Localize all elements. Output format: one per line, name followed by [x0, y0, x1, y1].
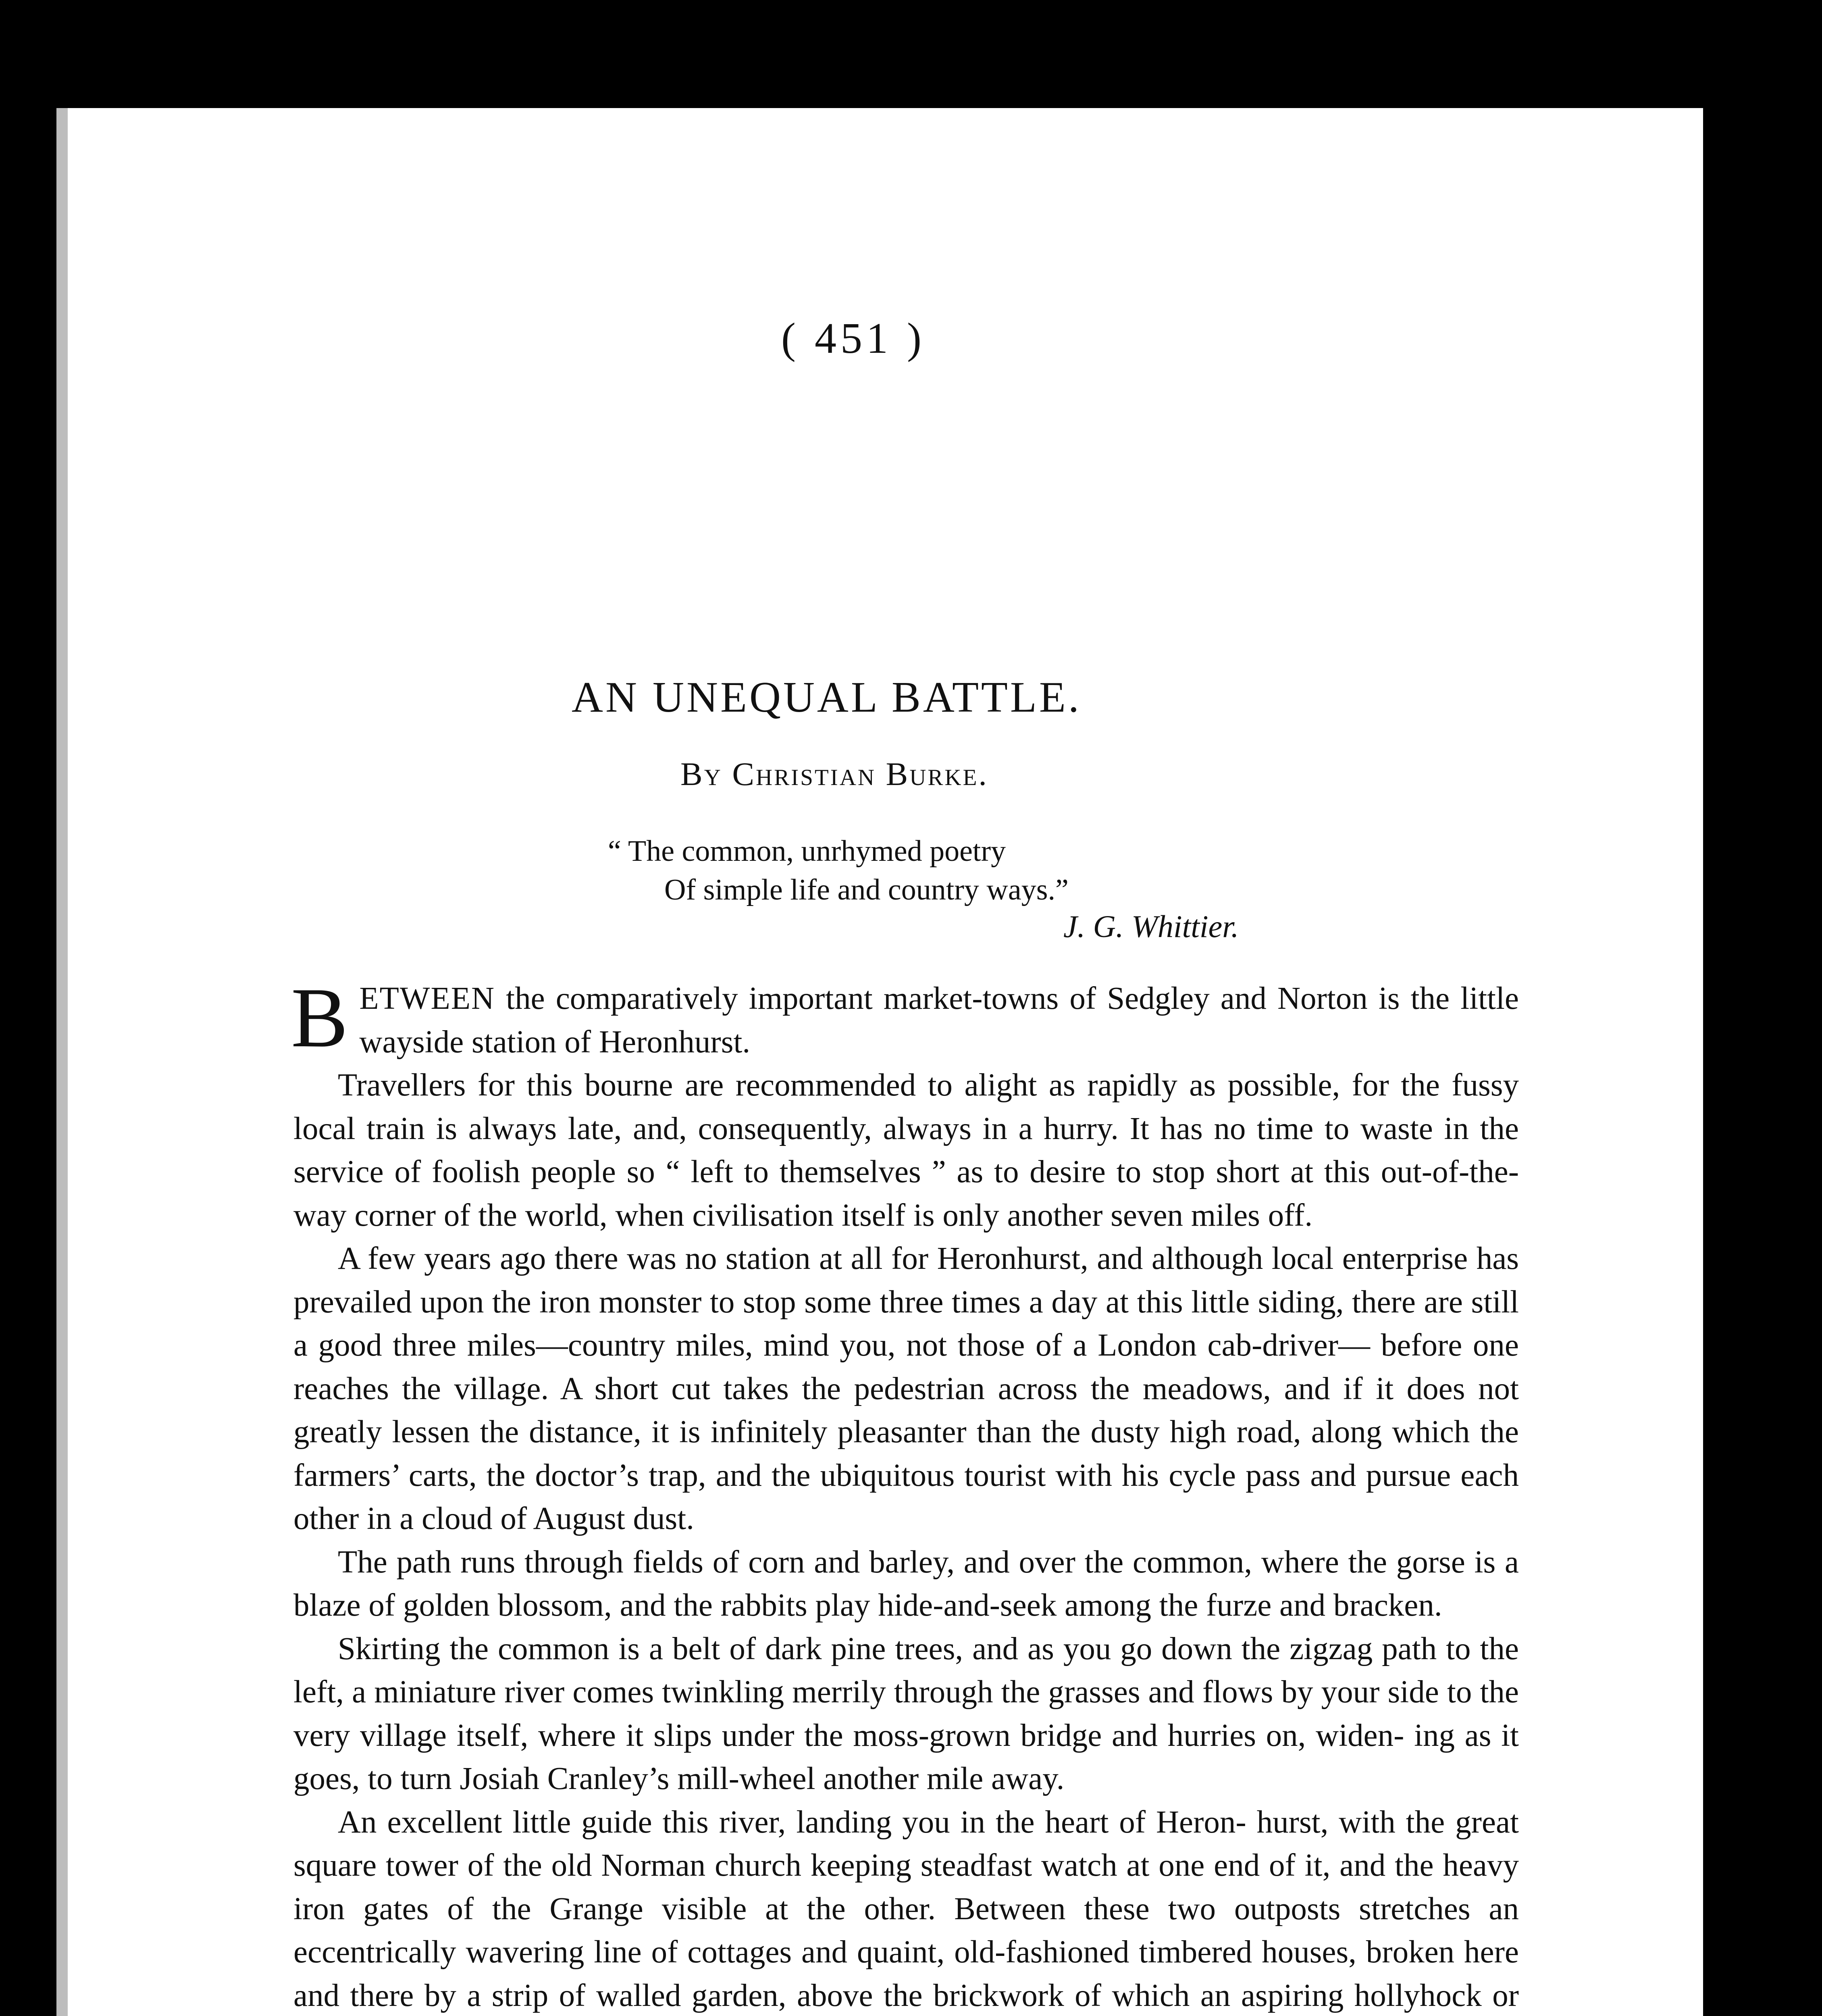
- paragraph-2: Travellers for this bourne are recommended to alight as rapidly as possible, for the fussy local train is always late, and, consequently, always in a hurry. It has no time to waste in the service of foolish people so “ left to themselves ” as to desire to stop short at this out-of-the-way corner of the world, when civilisation itself is only another seven miles off.: [293, 1068, 1519, 1233]
- epigraph: [608, 832, 1069, 909]
- epigraph-attribution: J. G. Whittier.: [1063, 909, 1239, 944]
- paragraph-3: A few years ago there was no station at all for Heronhurst, and although local enterprise has prevailed upon the iron monster to stop some three times a day at this little siding, there are still a good three miles—country miles, mind you, not those of a London cab-driver— before one reaches the village. A short cut takes the pedestrian across the meadows, and if it does not greatly lessen the distance, it is infinitely pleasanter than the dusty high road, along which the farmers’ carts, the doctor’s trap, and the ubiquitous tourist with his cycle pass and pursue each other in a cloud of August dust.: [293, 1241, 1519, 1536]
- paragraph-1-text: the comparatively important market-towns of Sedgley and Norton is the little wayside station of Heronhurst.: [359, 981, 1519, 1060]
- article-body: [291, 970, 1519, 2016]
- drop-cap: B: [291, 970, 348, 1065]
- page-number: ( 451 ): [781, 314, 926, 362]
- lead-word: ETWEEN: [359, 981, 495, 1016]
- epigraph-line-2: Of simple life and country ways.”: [664, 873, 1069, 906]
- epigraph-line-1: “ The common, unrhymed poetry: [608, 835, 1006, 868]
- paragraph-1: [291, 970, 1519, 1065]
- article-title: AN UNEQUAL BATTLE.: [572, 673, 1082, 721]
- book-page: [56, 108, 1703, 2016]
- paragraph-4: The path runs through fields of corn and barley, and over the common, where the gorse is a blaze of golden blossom, and the rabbits play hide-and-seek among the furze and bracken.: [293, 1544, 1519, 1623]
- byline: By Christian Burke.: [680, 756, 988, 792]
- paragraph-6: An excellent little guide this river, landing you in the heart of Heron- hurst, with the great square tower of the old Norman church keeping steadfast watch at one end of it, and the heavy iron gates of the Grange visible at the other. Between these two outposts stretches an eccentrically wavering line of cottages and quaint, old-fashioned timbered houses, broken here and there by a strip of walled garden, above the brickwork of which an aspiring hollyhock or: [293, 1804, 1519, 2013]
- paragraph-5: Skirting the common is a belt of dark pine trees, and as you go down the zigzag path to the left, a miniature river comes twinkling merrily through the grasses and flows by your side to the very village itself, where it slips under the moss-grown bridge and hurries on, widen- ing as it goes, to turn Josiah Cranley’s mill-wheel another mile away.: [293, 1631, 1519, 1796]
